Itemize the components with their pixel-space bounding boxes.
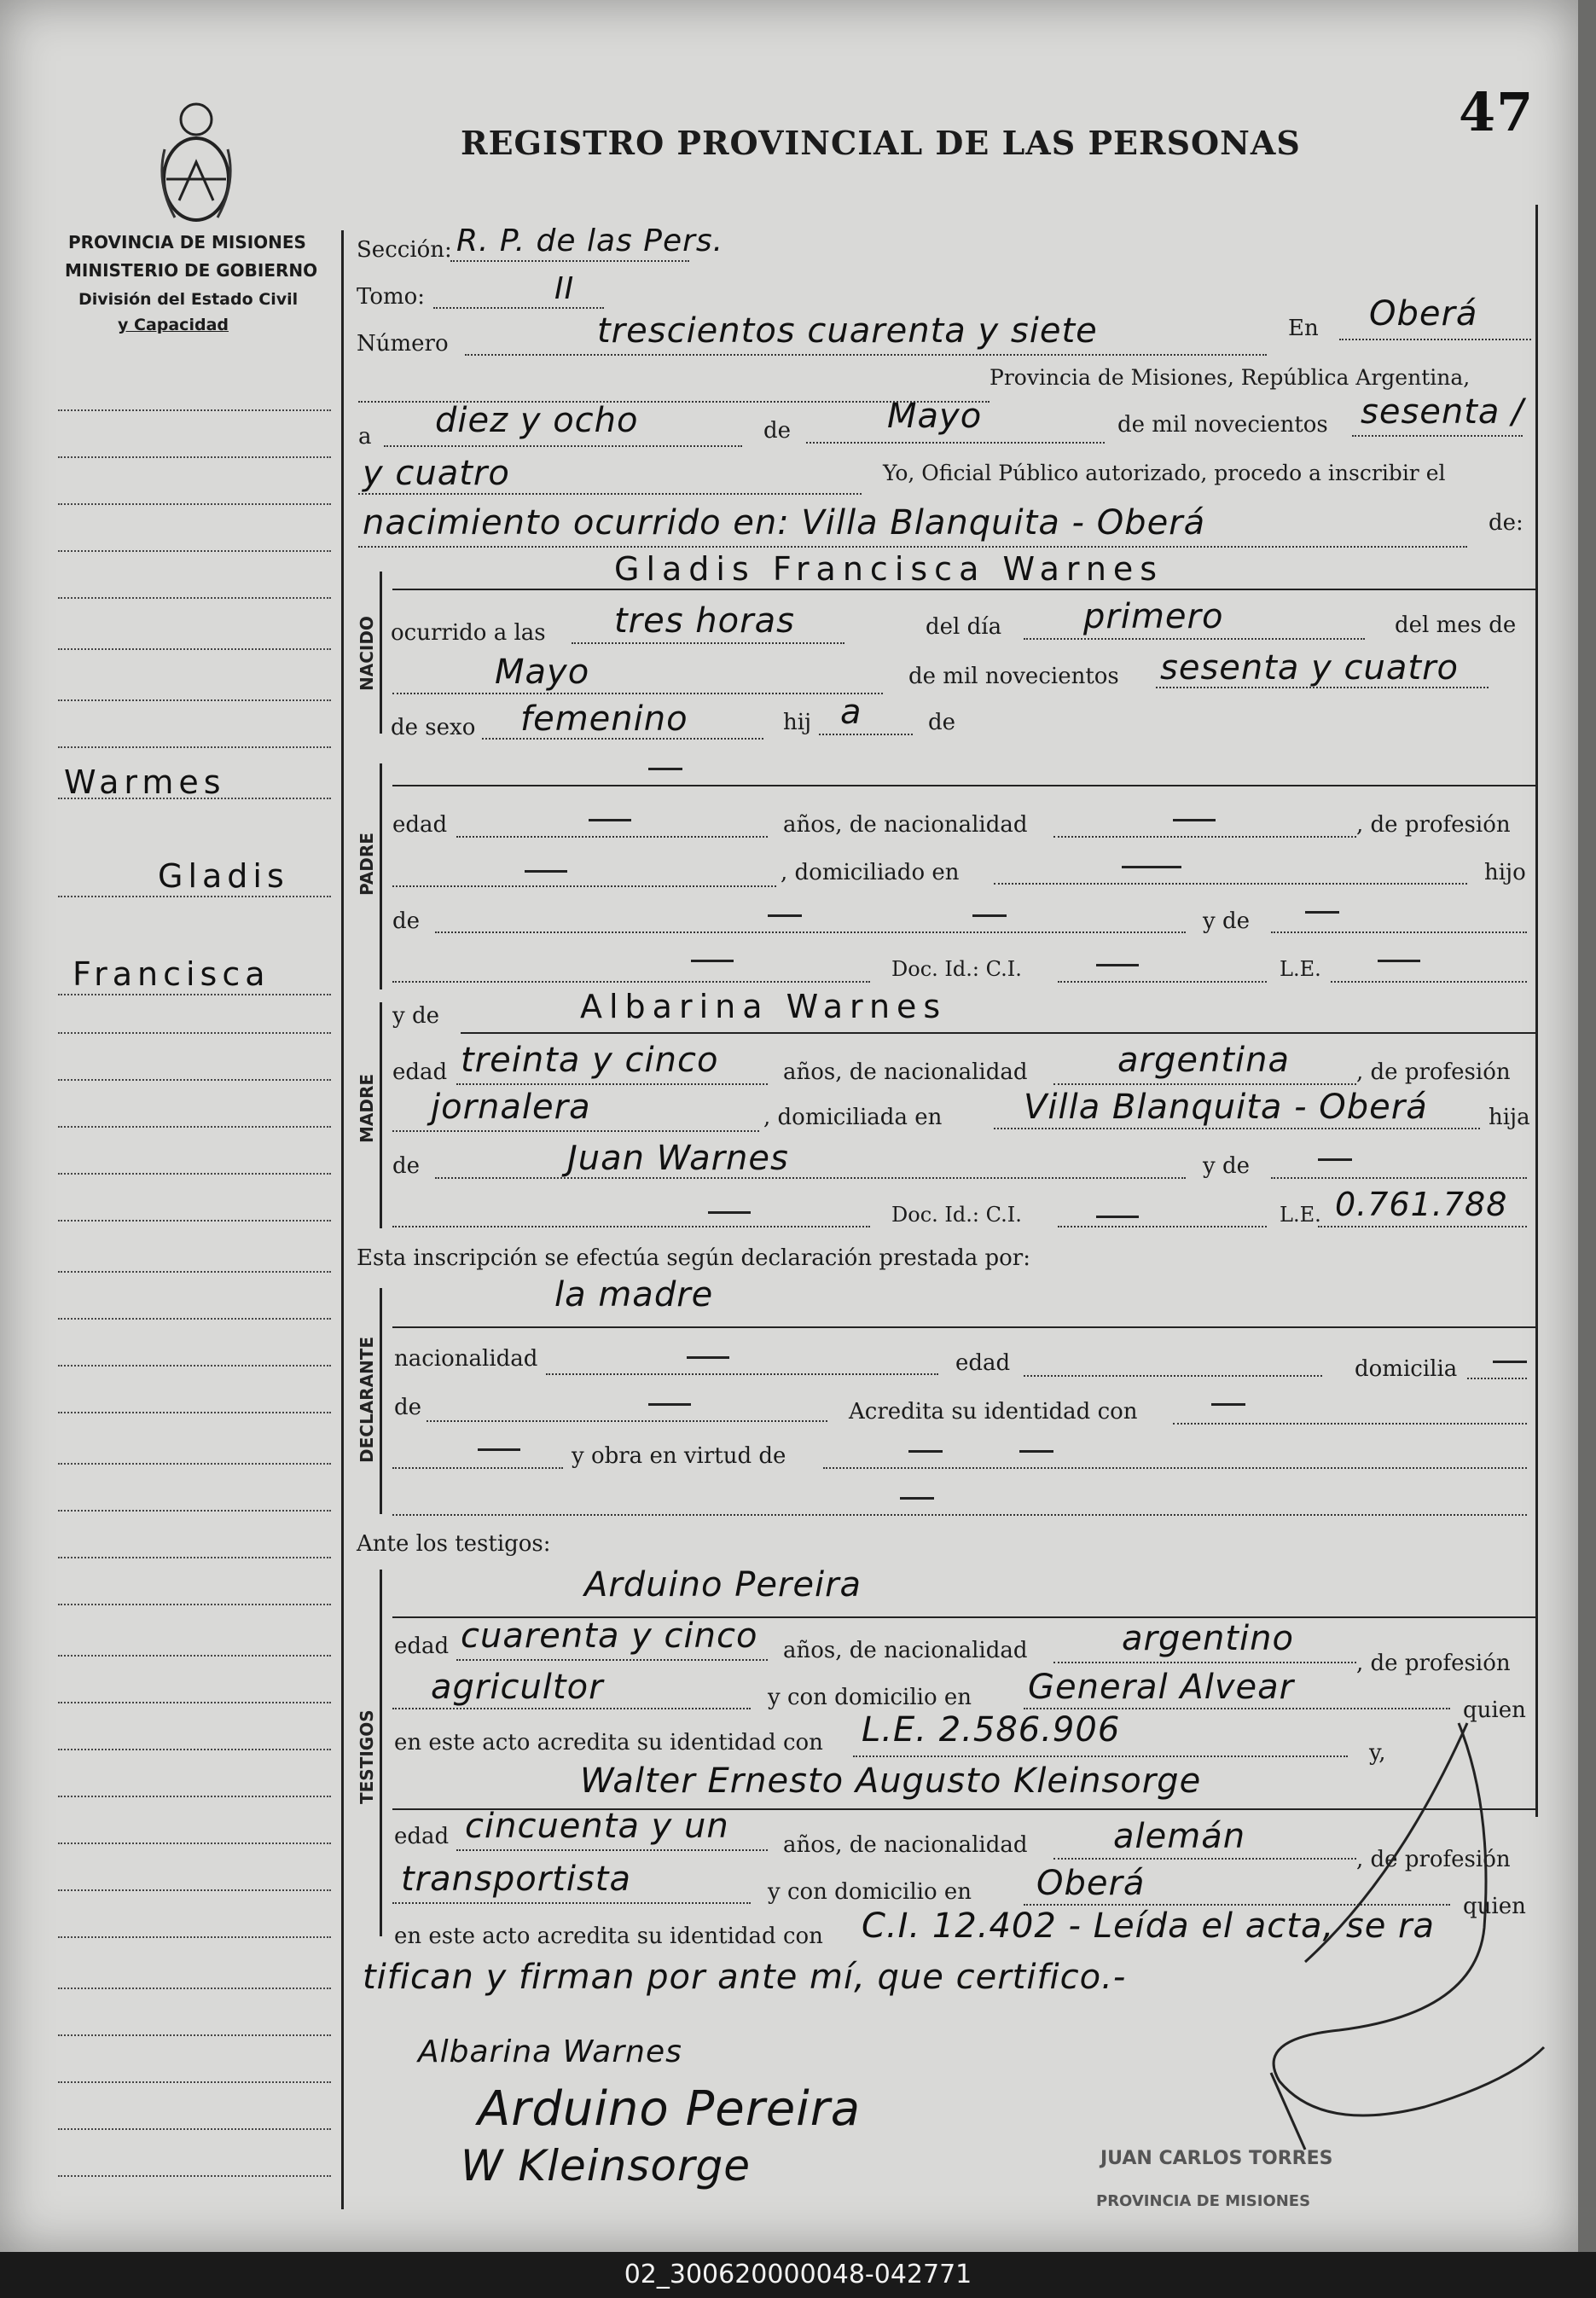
decl-blank-dash — [478, 1448, 520, 1451]
madre-dom-line — [994, 1128, 1480, 1129]
hij-label: hij — [783, 710, 812, 735]
madre-section-bar — [380, 1002, 382, 1228]
page-edge-shadow — [1578, 0, 1596, 2252]
decl-last-dash — [900, 1497, 934, 1500]
padre-name-line — [392, 785, 1535, 786]
padre-blank-dash — [691, 960, 734, 962]
margin-line — [58, 503, 331, 505]
margin-first-name: Gladis — [158, 857, 289, 895]
padre-nac-label: años, de nacionalidad — [783, 812, 1028, 838]
margin-line — [58, 746, 331, 748]
padre-prof-line — [392, 885, 776, 887]
t1-prof-value: agricultor — [431, 1668, 604, 1707]
madre-ci-dash — [1096, 1216, 1139, 1218]
hora-line — [572, 642, 844, 644]
madre-nac-line — [1053, 1083, 1356, 1085]
madre-y-de-label: y de — [392, 1003, 439, 1029]
t2-edad-label: edad — [394, 1824, 450, 1849]
declarante-line — [392, 1326, 1535, 1328]
madre-doc-label: Doc. Id.: C.I. — [891, 1203, 1022, 1227]
margin-line — [58, 1557, 331, 1558]
margin-line — [58, 1032, 331, 1034]
margin-line — [58, 1842, 331, 1844]
padre-le-dash — [1378, 960, 1420, 962]
margin-line — [58, 2034, 331, 2036]
margin-line — [58, 409, 331, 411]
madre-dom-value: Villa Blanquita - Oberá — [1024, 1088, 1428, 1127]
padre-padre-dash — [768, 914, 802, 917]
anio-nac-value: sesenta y cuatro — [1160, 648, 1460, 688]
dia-nac-line — [1024, 638, 1365, 640]
padre-section-bar — [380, 763, 382, 989]
t1-dom-label: y con domicilio en — [768, 1685, 972, 1710]
declarante-section-label: DECLARANTE — [357, 1336, 377, 1463]
margin-line — [58, 1463, 331, 1465]
del-dia-label: del día — [926, 614, 1002, 640]
en-line — [1339, 339, 1531, 340]
margin-line — [58, 1604, 331, 1605]
anio-line — [1352, 435, 1523, 437]
madre-section-label: MADRE — [357, 1073, 377, 1143]
header-title: REGISTRO PROVINCIAL DE LAS PERSONAS — [461, 124, 1301, 162]
madre-le-line — [1318, 1226, 1527, 1227]
madre-le-label: L.E. — [1280, 1203, 1321, 1227]
testigos-section-label: TESTIGOS — [357, 1709, 377, 1804]
decl-nac-dash — [687, 1356, 729, 1359]
t1-doc-value: L.E. 2.586.906 — [862, 1710, 1121, 1750]
t1-edad-label: edad — [394, 1634, 450, 1659]
margin-line — [58, 994, 331, 995]
en-label: En — [1288, 316, 1319, 341]
closing-text: tifican y firman por ante mí, que certifico.- — [363, 1958, 1127, 1997]
t1-prof-line — [392, 1708, 751, 1709]
testigos-section-bar — [380, 1570, 382, 1936]
sexo-label: de sexo — [391, 715, 476, 740]
official-stamp-province: PROVINCIA DE MISIONES — [1096, 2192, 1311, 2210]
padre-y-de-label: y de — [1203, 908, 1250, 934]
margin-line — [58, 1655, 331, 1657]
t1-nac-line — [1053, 1662, 1356, 1663]
testigo1-name: Arduino Pereira — [584, 1565, 862, 1605]
a-label: a — [358, 424, 372, 450]
en-value: Oberá — [1369, 294, 1478, 334]
signature-albarina: Albarina Warnes — [418, 2034, 682, 2069]
decl-domicilia-line — [1467, 1378, 1527, 1379]
hora-value: tres horas — [614, 601, 795, 641]
padre-prof-dash — [525, 870, 567, 873]
decl-obra-line — [823, 1467, 1527, 1469]
madre-nac-label: años, de nacionalidad — [783, 1059, 1028, 1085]
madre-padre-line — [435, 1177, 1186, 1179]
de-label-2: de — [928, 710, 956, 735]
decl-obra-dash-2 — [1019, 1450, 1053, 1453]
t2-acredita-label: en este acto acredita su identidad con — [394, 1924, 823, 1949]
del-mes-label: del mes de — [1395, 612, 1517, 638]
margin-surname: Warmes — [64, 763, 226, 801]
madre-de-label: de — [392, 1153, 421, 1179]
madre-dom-label: , domiciliada en — [763, 1105, 943, 1130]
hij-suffix: a — [840, 693, 862, 732]
madre-nac-value: argentina — [1117, 1041, 1290, 1080]
anio-cont-line — [358, 493, 862, 495]
margin-line — [58, 2175, 331, 2177]
padre-dom-label: , domiciliado en — [781, 860, 960, 885]
t2-nac-label: años, de nacionalidad — [783, 1832, 1028, 1858]
padre-edad-dash — [589, 819, 631, 821]
margin-line — [58, 550, 331, 552]
anio-value-cont: y cuatro — [363, 454, 510, 493]
decl-acredita-line — [1173, 1423, 1527, 1425]
form-left-border — [341, 230, 344, 2209]
decl-nac-line — [546, 1373, 938, 1375]
t2-quien-label: quien — [1463, 1894, 1526, 1919]
decl-last-line — [392, 1514, 1527, 1516]
anio-value: sesenta / — [1361, 392, 1524, 432]
madre-prof-label: , de profesión — [1356, 1059, 1511, 1085]
padre-ci-dash — [1096, 964, 1139, 966]
padre-nac-line — [1053, 836, 1356, 838]
official-stamp-name: JUAN CARLOS TORRES — [1100, 2148, 1333, 2169]
margin-line — [58, 1220, 331, 1222]
division-label-2: y Capacidad — [118, 316, 229, 334]
numero-value: trescientos cuarenta y siete — [597, 311, 1098, 351]
padre-le-line — [1331, 981, 1527, 983]
decl-obra-dash — [908, 1450, 943, 1453]
madre-blank-line — [392, 1226, 870, 1227]
margin-line — [58, 1749, 331, 1750]
declarante-value: la madre — [554, 1275, 714, 1314]
margin-line — [58, 1796, 331, 1797]
de-mil-novecientos-label: de mil novecientos — [908, 664, 1119, 689]
padre-name-dash — [648, 768, 682, 770]
margin-line — [58, 1412, 331, 1413]
madre-madre-dash — [1318, 1158, 1352, 1161]
margin-line — [58, 1365, 331, 1367]
child-name-line — [392, 589, 1535, 590]
padre-padre-dash-2 — [972, 914, 1007, 917]
decl-edad-label: edad — [955, 1350, 1011, 1376]
margin-line — [58, 1126, 331, 1128]
t1-nac-label: años, de nacionalidad — [783, 1638, 1028, 1663]
t2-prof-label: , de profesión — [1356, 1847, 1511, 1872]
t1-y-label: y, — [1369, 1740, 1386, 1766]
dia-nac-value: primero — [1083, 597, 1224, 636]
margin-line — [58, 1702, 331, 1703]
tomo-value: II — [554, 271, 575, 306]
margin-line — [58, 648, 331, 650]
signature-arduino: Arduino Pereira — [478, 2081, 862, 2137]
nacido-section-bar — [380, 572, 382, 734]
signature-kleinsorge: W Kleinsorge — [461, 2141, 752, 2191]
tomo-label: Tomo: — [357, 284, 426, 310]
margin-line — [58, 1318, 331, 1320]
decl-acredita-label: Acredita su identidad con — [849, 1399, 1138, 1425]
madre-padre-value: Juan Warnes — [567, 1139, 789, 1178]
official-signature-mark — [1203, 1706, 1561, 2184]
mes-nac-value: Mayo — [495, 653, 590, 692]
form-right-border — [1535, 205, 1538, 1817]
t2-edad-value: cincuenta y un — [465, 1807, 729, 1846]
decl-nac-label: nacionalidad — [394, 1346, 538, 1372]
de-mil-nov-label: de mil novecientos — [1117, 412, 1328, 438]
margin-line — [58, 1079, 331, 1081]
t1-acredita-label: en este acto acredita su identidad con — [394, 1730, 823, 1755]
dia-value: diez y ocho — [435, 401, 639, 440]
dia-line — [384, 445, 742, 447]
hecho-value: nacimiento ocurrido en: Villa Blanquita - Oberá — [363, 503, 1206, 543]
madre-prof-value: jornalera — [431, 1088, 591, 1127]
province-label: PROVINCIA DE MISIONES — [68, 232, 306, 252]
madre-y-de-label-2: y de — [1203, 1153, 1250, 1179]
testigo2-name: Walter Ernesto Augusto Kleinsorge — [580, 1761, 1202, 1801]
padre-edad-label: edad — [392, 812, 448, 838]
hecho-line — [358, 546, 1467, 548]
madre-ci-line — [1058, 1226, 1267, 1227]
margin-middle-name: Francisca — [73, 955, 270, 993]
child-name: Gladis Francisca Warnes — [614, 550, 1164, 588]
t2-nac-value: alemán — [1113, 1817, 1246, 1856]
madre-name: Albarina Warnes — [580, 988, 948, 1025]
margin-line — [58, 1988, 331, 1989]
testigos-label: Ante los testigos: — [357, 1531, 551, 1557]
t2-edad-line — [456, 1849, 768, 1851]
numero-label: Número — [357, 331, 449, 357]
ministry-label: MINISTERIO DE GOBIERNO — [65, 260, 318, 281]
madre-madre-line — [1271, 1177, 1527, 1179]
mes-nac-line — [392, 693, 883, 694]
t2-dom-value: Oberá — [1036, 1864, 1146, 1903]
padre-prof-label: , de profesión — [1356, 812, 1511, 838]
madre-le-value: 0.761.788 — [1335, 1186, 1508, 1223]
t2-doc-value: C.I. 12.402 - Leída el acta, se ra — [862, 1906, 1436, 1946]
seccion-label: Sección: — [357, 237, 452, 263]
decl-acredita-dash — [1211, 1403, 1245, 1406]
oficial-label: Yo, Oficial Público autorizado, procedo a inscribir el — [883, 461, 1446, 485]
padre-blank-line — [392, 981, 870, 983]
t2-dom-label: y con domicilio en — [768, 1879, 972, 1905]
t1-prof-label: , de profesión — [1356, 1651, 1511, 1676]
sexo-value: femenino — [520, 699, 688, 739]
t1-quien-label: quien — [1463, 1697, 1526, 1723]
decl-en-dash — [648, 1403, 691, 1406]
nacido-section-label: NACIDO — [357, 616, 377, 691]
decl-en-line — [427, 1420, 827, 1422]
decl-blank-line — [392, 1467, 563, 1469]
margin-line — [58, 1510, 331, 1512]
decl-domicilia-dash — [1493, 1361, 1527, 1363]
madre-prof-line — [392, 1130, 759, 1132]
madre-edad-line — [456, 1083, 768, 1085]
margin-line — [58, 896, 331, 897]
mes-line — [806, 442, 1105, 444]
madre-edad-label: edad — [392, 1059, 448, 1085]
madre-name-line — [461, 1032, 1535, 1034]
margin-line — [58, 2128, 331, 2130]
margin-line — [58, 699, 331, 701]
t1-edad-line — [456, 1659, 768, 1661]
padre-ci-line — [1058, 981, 1267, 983]
ocurrido-label: ocurrido a las — [391, 620, 546, 646]
seccion-value: R. P. de las Pers. — [456, 223, 724, 258]
padre-section-label: PADRE — [357, 833, 377, 896]
margin-line — [58, 1173, 331, 1175]
padre-nac-dash — [1173, 819, 1216, 821]
image-id-footer: 02_300620000048-042771 — [0, 2252, 1596, 2298]
padre-dom-dash — [1122, 866, 1181, 868]
padre-madre-dash — [1305, 911, 1339, 914]
padre-edad-line — [456, 836, 768, 838]
margin-line — [58, 1889, 331, 1891]
decl-edad-line — [1024, 1375, 1322, 1377]
coat-of-arms-emblem — [158, 98, 235, 226]
decl-domicilia-label: domicilia — [1355, 1356, 1458, 1382]
padre-madre-line — [1271, 931, 1527, 933]
declaracion-label: Esta inscripción se efectúa según declaración prestada por: — [357, 1245, 1030, 1271]
padre-doc-label: Doc. Id.: C.I. — [891, 957, 1022, 981]
numero-line — [465, 354, 1267, 356]
margin-line — [58, 1271, 331, 1273]
mes-value: Mayo — [887, 397, 983, 436]
madre-hija-label: hija — [1489, 1105, 1530, 1130]
margin-line — [58, 597, 331, 599]
madre-edad-value: treinta y cinco — [461, 1041, 719, 1080]
madre-blank-dash — [708, 1211, 751, 1214]
decl-obra-label: y obra en virtud de — [572, 1443, 786, 1469]
padre-le-label: L.E. — [1280, 957, 1321, 981]
provincia-label: Provincia de Misiones, República Argentina, — [990, 365, 1471, 390]
de-label: de — [763, 418, 792, 444]
padre-dom-line — [994, 883, 1467, 885]
padre-hijo-label: hijo — [1484, 860, 1526, 885]
margin-line — [58, 1936, 331, 1938]
t1-edad-value: cuarenta y cinco — [461, 1616, 758, 1656]
page-number: 47 — [1459, 81, 1535, 143]
decl-en-label: de — [394, 1395, 422, 1420]
margin-line — [58, 2081, 331, 2083]
declarante-section-bar — [380, 1288, 382, 1514]
t2-prof-value: transportista — [401, 1860, 631, 1899]
tomo-line — [433, 307, 604, 309]
seccion-line — [450, 260, 689, 262]
hij-line — [819, 734, 913, 735]
margin-line — [58, 456, 331, 458]
t2-prof-line — [392, 1902, 751, 1904]
t1-nac-value: argentino — [1122, 1619, 1294, 1658]
padre-padre-line — [435, 931, 1186, 933]
padre-de-label: de — [392, 908, 421, 934]
t1-dom-value: General Alvear — [1028, 1668, 1295, 1707]
division-label: División del Estado Civil — [78, 290, 299, 309]
de-colon-label: de: — [1489, 510, 1523, 536]
